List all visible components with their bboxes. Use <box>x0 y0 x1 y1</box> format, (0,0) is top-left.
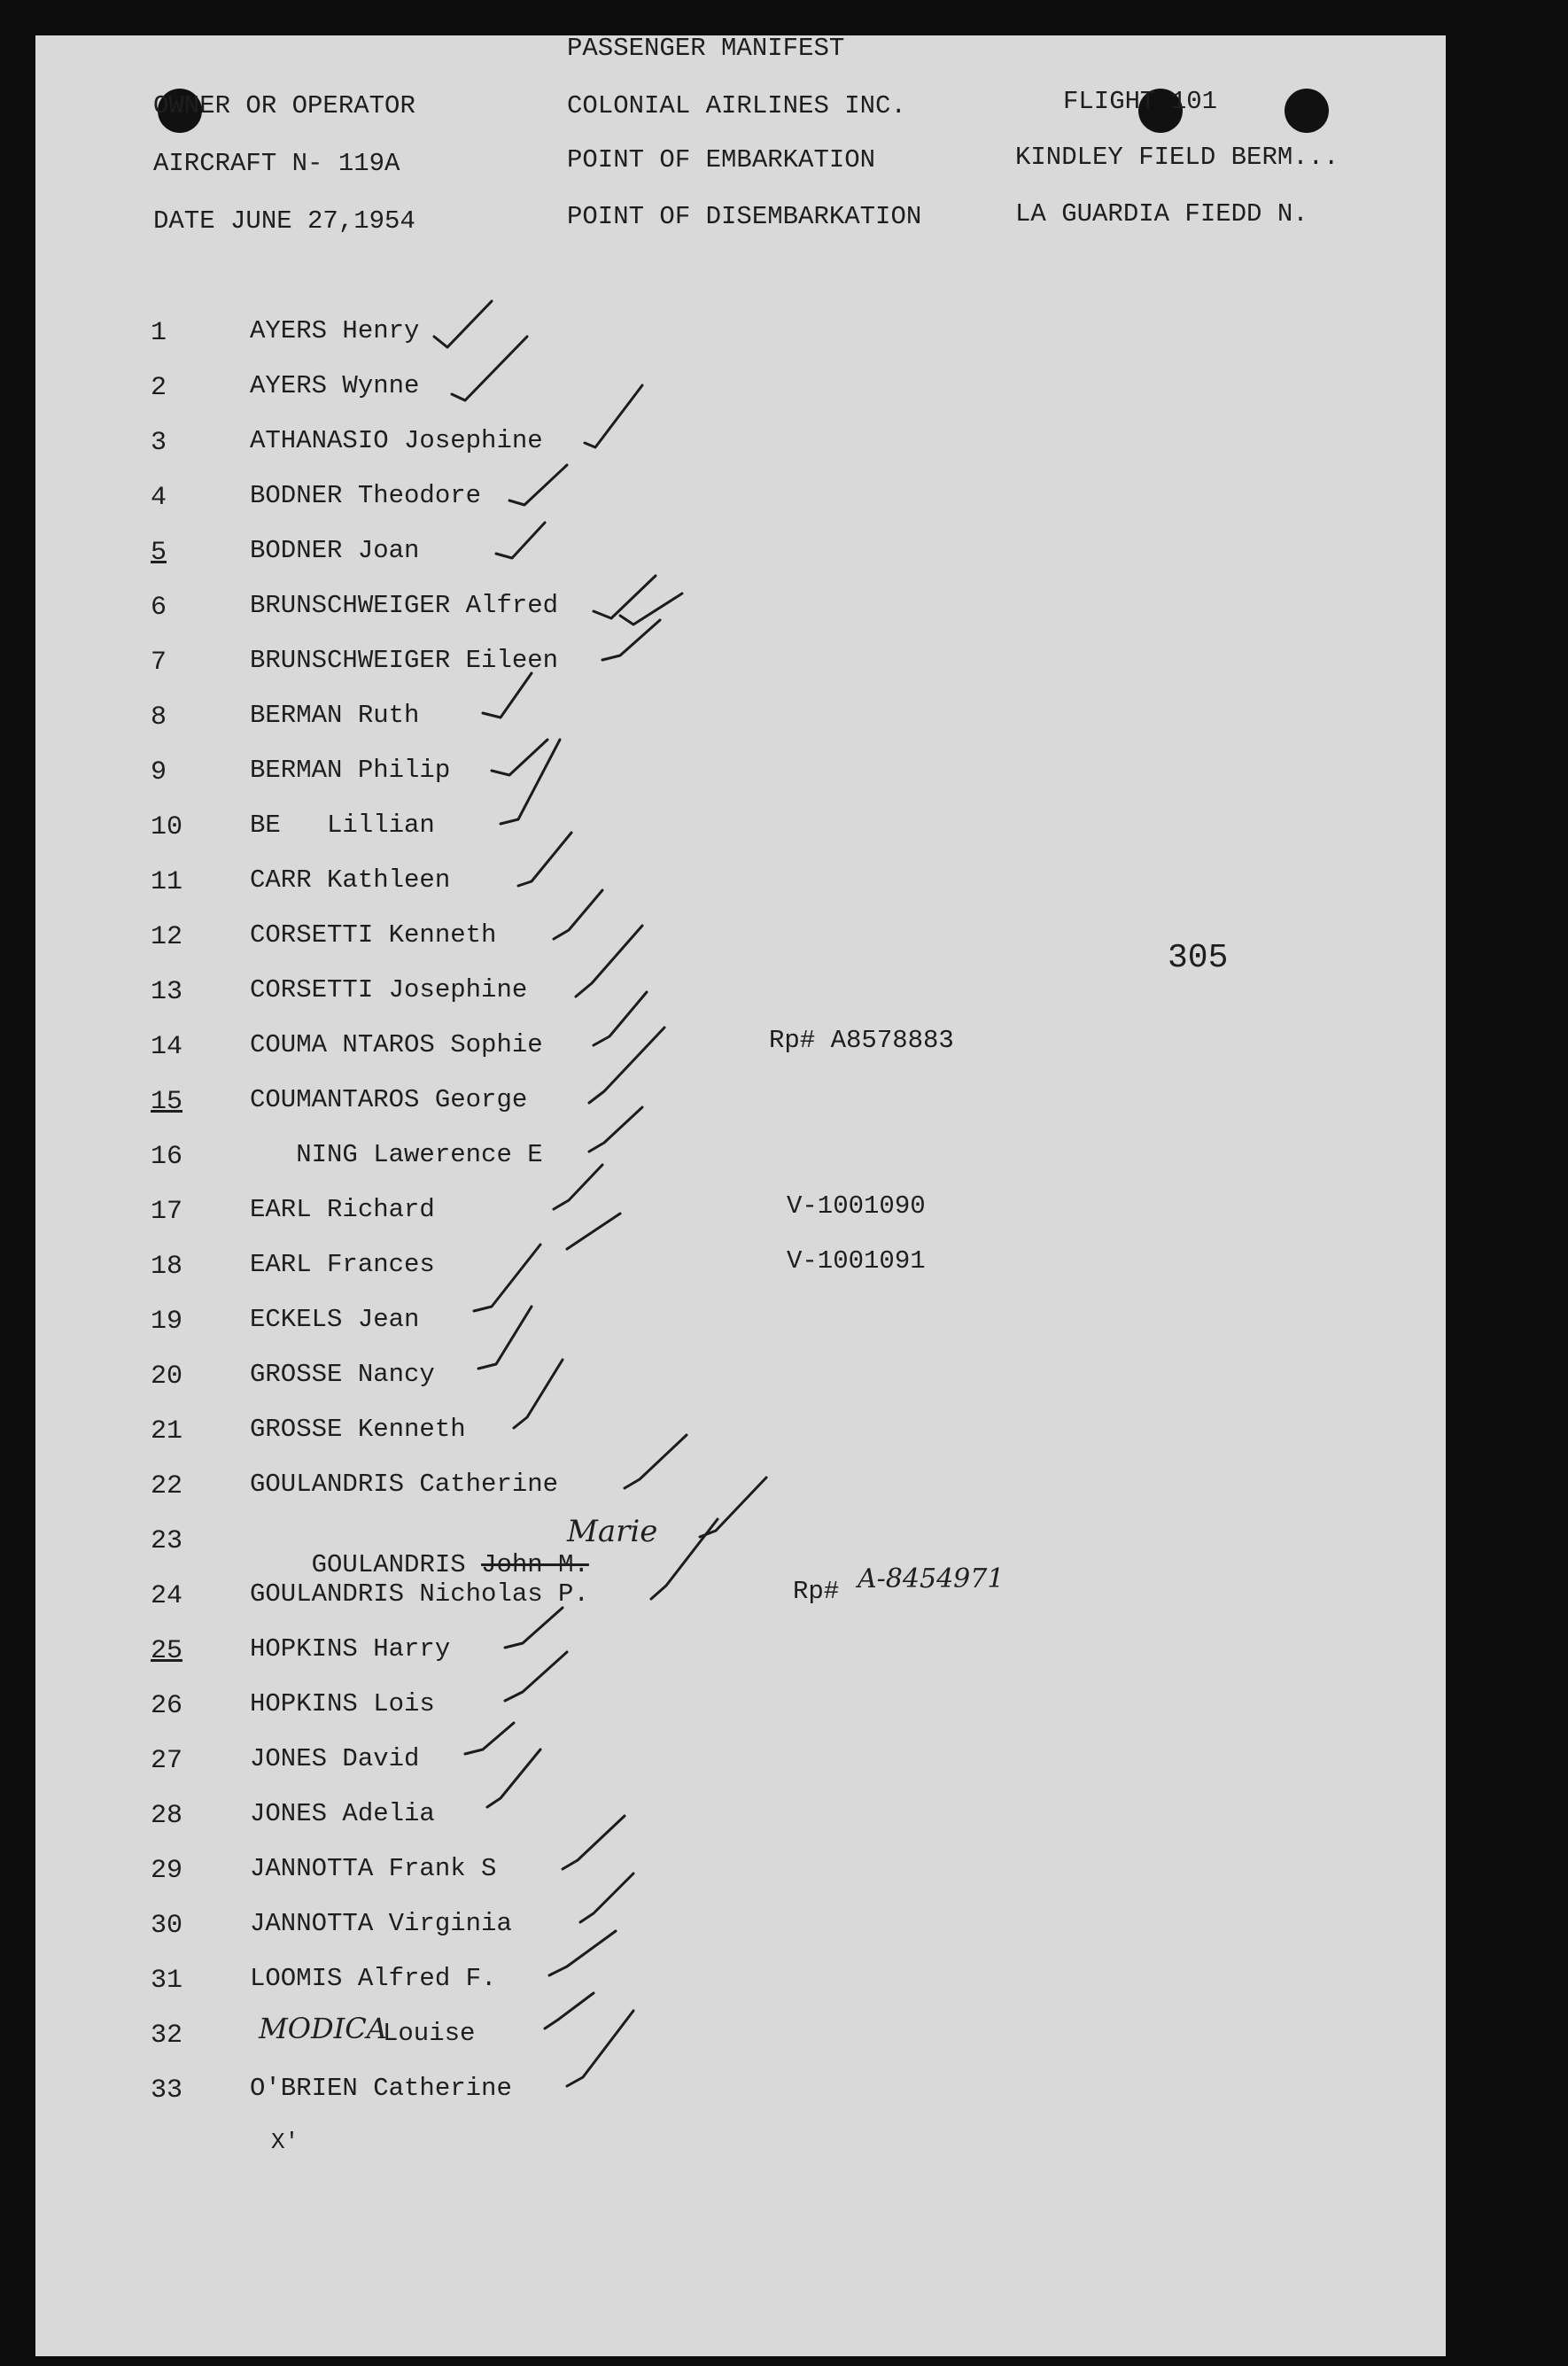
row-number: 17 <box>151 1197 183 1227</box>
passenger-name: BE Lillian <box>250 811 435 840</box>
row-number: 19 <box>151 1307 183 1337</box>
passenger-name: EARL Frances <box>250 1250 435 1279</box>
row-number: 26 <box>151 1691 183 1721</box>
check-mark <box>620 593 682 624</box>
row-number: 3 <box>151 428 167 458</box>
row-number: 16 <box>151 1142 183 1172</box>
row-number: 23 <box>151 1526 183 1556</box>
row-number: 30 <box>151 1911 183 1941</box>
row-number: 15 <box>151 1087 183 1117</box>
passenger-name: BODNER Theodore <box>250 481 482 510</box>
passenger-name: GOULANDRIS Nicholas P. <box>250 1579 589 1609</box>
row-number: 32 <box>151 2021 183 2051</box>
footer-mark: X' <box>271 2129 299 2155</box>
passenger-name: BODNER Joan <box>250 536 420 565</box>
manifest-date: DATE JUNE 27,1954 <box>153 206 415 236</box>
visa-note-row-18: V-1001091 <box>787 1246 926 1276</box>
check-mark <box>554 1165 602 1209</box>
passenger-name: AYERS Wynne <box>250 371 420 400</box>
row-number: 4 <box>151 483 167 513</box>
check-mark <box>509 465 567 505</box>
check-mark <box>505 1608 563 1648</box>
row-number: 6 <box>151 593 167 623</box>
passenger-name: O'BRIEN Catherine <box>250 2074 512 2103</box>
check-mark <box>474 1245 540 1311</box>
row-number: 29 <box>151 1856 183 1886</box>
row-number: 21 <box>151 1416 183 1447</box>
check-mark <box>563 1816 625 1869</box>
check-mark <box>492 740 547 775</box>
row-number: 18 <box>151 1252 183 1282</box>
passenger-name: BERMAN Philip <box>250 756 451 785</box>
passenger-name: BRUNSCHWEIGER Eileen <box>250 646 559 675</box>
passenger-name: ATHANASIO Josephine <box>250 426 543 455</box>
struck-given-name: John M. <box>481 1550 589 1579</box>
row-number: 20 <box>151 1361 183 1392</box>
check-mark <box>487 1749 540 1807</box>
row-number: 22 <box>151 1471 183 1501</box>
passenger-name: BRUNSCHWEIGER Alfred <box>250 591 559 620</box>
passenger-name: JANNOTTA Frank S <box>250 1854 497 1883</box>
check-mark <box>585 385 642 447</box>
check-mark <box>580 1873 633 1922</box>
check-mark <box>594 576 656 618</box>
handwritten-surname: MODICA <box>259 2012 387 2045</box>
passport-note-handwritten-row-24: A-8454971 <box>858 1563 1005 1594</box>
passenger-name: Louise <box>383 2019 476 2048</box>
row-number: 14 <box>151 1032 183 1062</box>
row-number: 11 <box>151 867 183 897</box>
row-number: 12 <box>151 922 183 952</box>
row-number: 5 <box>151 538 167 568</box>
check-mark <box>483 673 532 718</box>
aircraft-number: AIRCRAFT N- 119A <box>153 149 400 178</box>
row-number: 25 <box>151 1636 183 1666</box>
row-number: 2 <box>151 373 167 403</box>
row-number: 10 <box>151 812 183 842</box>
owner-label: OWNER OR OPERATOR <box>153 91 415 120</box>
passenger-name: EARL Richard <box>250 1195 435 1224</box>
check-mark <box>452 337 527 400</box>
embarkation-label: POINT OF EMBARKATION <box>567 145 876 175</box>
flight-number: FLIGHT 101 <box>1063 87 1218 116</box>
passenger-name: GROSSE Nancy <box>250 1360 435 1389</box>
row-number: 13 <box>151 977 183 1007</box>
passenger-name: GROSSE Kenneth <box>250 1415 466 1444</box>
passenger-name: HOPKINS Lois <box>250 1689 435 1718</box>
check-mark <box>589 1107 642 1152</box>
disembarkation-label: POINT OF DISEMBARKATION <box>567 202 922 231</box>
check-mark <box>478 1307 532 1369</box>
row-number: 24 <box>151 1581 183 1611</box>
passenger-name: COUMA NTAROS Sophie <box>250 1030 543 1059</box>
passenger-name: GOULANDRIS Catherine <box>250 1470 559 1499</box>
visa-note-row-17: V-1001090 <box>787 1191 926 1221</box>
passenger-name: NING Lawerence E <box>250 1140 543 1169</box>
row-number: 8 <box>151 702 167 733</box>
page-number: 305 <box>1168 939 1229 977</box>
passenger-name: HOPKINS Harry <box>250 1634 451 1664</box>
passenger-name: ECKELS Jean <box>250 1305 420 1334</box>
check-mark <box>518 833 571 886</box>
passenger-name: CARR Kathleen <box>250 865 451 895</box>
row-number: 28 <box>151 1801 183 1831</box>
passenger-name: LOOMIS Alfred F. <box>250 1964 497 1993</box>
passenger-name: JANNOTTA Virginia <box>250 1909 512 1938</box>
row-number: 27 <box>151 1746 183 1776</box>
disembarkation-value: LA GUARDIA FIEDD N. <box>1015 199 1308 229</box>
passport-note-label-row-24: Rp# <box>793 1577 840 1606</box>
check-mark <box>554 890 602 939</box>
handwritten-given-name: Marie <box>567 1514 658 1549</box>
passport-note-row-14: Rp# A8578883 <box>769 1026 954 1055</box>
row-number: 33 <box>151 2075 183 2106</box>
passenger-name: COUMANTAROS George <box>250 1085 528 1114</box>
check-mark <box>496 523 545 558</box>
check-mark <box>576 926 642 997</box>
row-number: 7 <box>151 648 167 678</box>
embarkation-value: KINDLEY FIELD BERM... <box>1015 143 1339 172</box>
passenger-name: AYERS Henry <box>250 316 420 345</box>
surname: GOULANDRIS <box>311 1550 466 1579</box>
check-mark <box>549 1931 616 1975</box>
check-mark <box>434 301 492 347</box>
check-mark <box>514 1360 563 1428</box>
passenger-name: JONES David <box>250 1744 420 1773</box>
check-mark <box>505 1652 567 1701</box>
manifest-title: PASSENGER MANIFEST <box>567 34 845 63</box>
passenger-name: JONES Adelia <box>250 1799 435 1828</box>
row-number: 1 <box>151 318 167 348</box>
check-mark <box>625 1435 687 1488</box>
check-mark <box>602 620 660 660</box>
check-mark <box>651 1519 718 1599</box>
check-mark <box>465 1723 514 1754</box>
row-number: 9 <box>151 757 167 787</box>
check-mark <box>594 992 647 1045</box>
passenger-name: BERMAN Ruth <box>250 701 420 730</box>
check-mark <box>567 1214 620 1249</box>
passenger-name: CORSETTI Kenneth <box>250 920 497 950</box>
passenger-name: CORSETTI Josephine <box>250 975 528 1005</box>
check-mark <box>567 2011 633 2086</box>
owner-value: COLONIAL AIRLINES INC. <box>567 91 906 120</box>
row-number: 31 <box>151 1966 183 1996</box>
check-mark <box>589 1028 664 1103</box>
check-mark <box>501 740 560 824</box>
check-mark <box>545 1993 594 2029</box>
